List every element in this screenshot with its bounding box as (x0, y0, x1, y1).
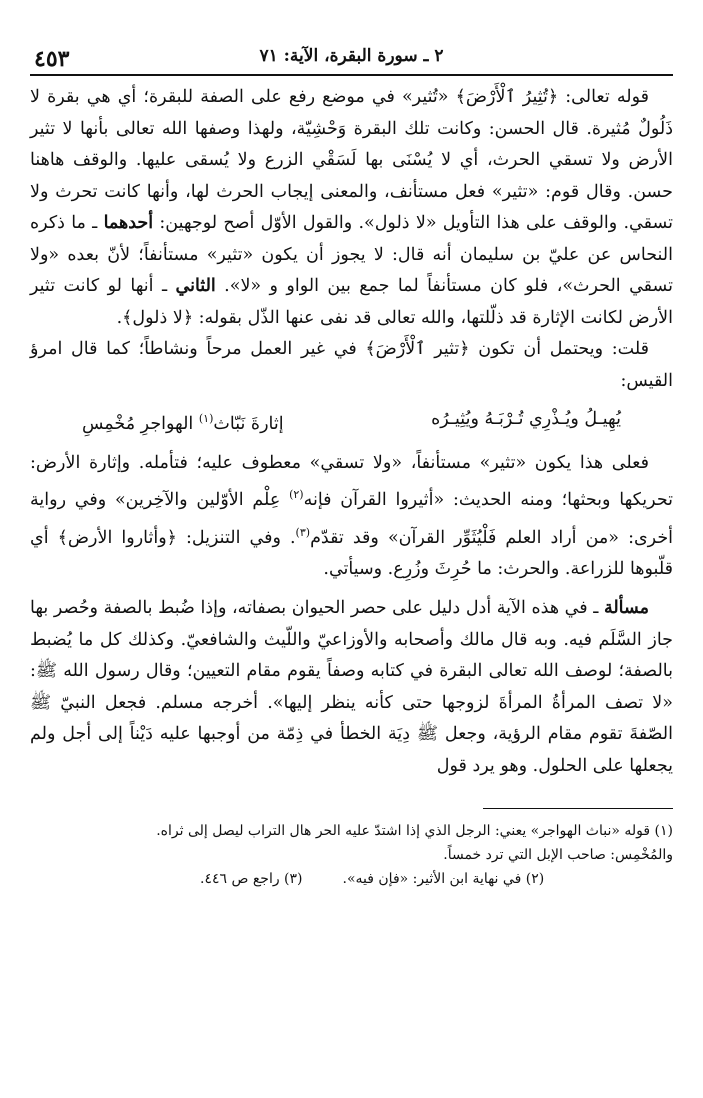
bold-heading: أحدهما (103, 213, 154, 233)
paragraph (30, 448, 673, 586)
footnote-marker: (٢) (289, 488, 304, 502)
text-run: عِلْم الأوّلين والآخِرين» وفي رواية أخرى: «من أراد العلم فَلْيُثَوِّر القرآن» وقد تقدّم (30, 490, 673, 548)
bold-heading: مسألة (603, 598, 649, 619)
verse-first-hemistich: يُهِيـلُ ويُـذْرِي تُـرْبَـهُ ويُثِيـرُه (431, 409, 621, 429)
main-text (30, 82, 673, 782)
bold-heading: الثاني (175, 276, 216, 296)
verse-second-hemistich (82, 403, 284, 440)
paragraph (30, 334, 673, 397)
running-title: ٢ ـ سورة البقرة، الآية: ٧١ (259, 46, 444, 66)
footnote-2: (٢) في نهاية ابن الأثير: «فإن فيه». (342, 871, 545, 888)
paragraph (30, 593, 673, 782)
text-run: قوله تعالى: ﴿تُثِيرُ ٱلْأَرْضَ﴾ «تُثير» في موضع رفع على الصفة للبقرة؛ أي هي بقرة لا ذَلُولٌ مُثيرة. قال الحسن: وكانت تلك البقرة وَحْشِيّة، ولهذا وصفها الله تعالى بأنها لا تثير الأرض ولا تسقي الحرث، أي لا يُسْنَى بها لَسَقْي الزرع ولا يُسقى عليها. والوقف هاهنا حسن. وقال قوم: «تثير» فعل مستأنف، والمعنى إيجاب الحرث لها، وأنها كانت تحرث ولا تسقي. والوقف على هذا التأويل «لا ذلول». والقول الأوّل أصح لوجهين: (30, 87, 673, 233)
footnote-3: (٣) راجع ص ٤٤٦. (200, 871, 303, 888)
footnote-separator (483, 808, 673, 809)
footnote-marker: (٣) (295, 525, 311, 539)
poetry-verse (30, 397, 673, 448)
footnote-1-line-2: والمُخْمِس: صاحب الإبل التي ترد خمساً. (443, 847, 673, 864)
text-run: ـ أنها لو كانت تثير الأرض لكانت الإثارة قد ذلّلتها، والله تعالى قد نفى عنها الذّل بقوله: ﴿لا ذلول﴾. (30, 276, 673, 328)
verse-second-hemistich-end: الهواجرِ مُخْمِسِ (82, 413, 199, 434)
paragraph (30, 82, 673, 334)
text-run: قلت: ويحتمل أن تكون ﴿تثير ٱلْأَرْضَ﴾ في غير العمل مرحاً ونشاطاً؛ كما قال امرؤ القيس: (30, 339, 673, 391)
text-run: فعلى هذا يكون «تثير» مستأنفاً، «ولا تسقي» معطوف عليه؛ فتأمله. وإثارة الأرض: تحريكها وبحثها؛ ومنه الحديث: «أثيروا القرآن فإنه (30, 452, 673, 511)
footnote-1-line-1: (١) قوله «نباث الهواجر» يعني: الرجل الذي إذا اشتدّ عليه الحر هال التراب ليصل إلى ثراه. (156, 823, 673, 840)
page-number: ٤٥٣ (34, 46, 70, 72)
paragraph-group-1 (30, 82, 673, 397)
verse-second-hemistich-start: إثارةَ نَبّاث (213, 413, 284, 434)
text-run: ـ في هذه الآية أدل دليل على حصر الحيوان بصفاته، وإذا ضُبط بالصفة وحُصر بها جاز السَّلَم فيه. وبه قال مالك وأصحابه والأوزاعيّ واللّيث والشافعيّ. وكذلك كل ما يُضبط بالصفة؛ لوصف الله تعالى البقرة في كتابه وصفاً يقوم مقام التعيين؛ وقال رسول الله ﷺ: «لا تصف المرأةُ المرأةَ لزوجها حتى كأنه ينظر إليها». أخرجه مسلم. فجعل النبيّ ﷺ الصّفةَ تقوم مقام الرؤية، وجعل ﷺ دِيَة الخطأ في ذِمّة من أوجبها عليه دَيْناً إلى أجل ولم يجعلها على الحلول. وهو يرد قول (30, 598, 673, 776)
page-header (30, 40, 673, 76)
text-run: ـ ما ذكره النحاس عن عليّ بن سليمان أنه قال: لا يجوز أن يكون «تثير» مستأنفاً؛ لأنّ بعده «ولا تسقي الحرث»، فلو كان مستأنفاً لما جمع بين الواو و «لا». (30, 213, 674, 296)
footnotes (30, 819, 673, 891)
paragraph-group-2 (30, 448, 673, 783)
text-run: . وفي التنزيل: ﴿وأثاروا الأرض﴾ أي قلّبوها للزراعة. والحرث: ما حُرِثَ وزُرِع. وسيأتي. (30, 527, 673, 579)
footnote-marker: (١) (198, 412, 214, 425)
footnotes-2-3-row (30, 867, 673, 891)
